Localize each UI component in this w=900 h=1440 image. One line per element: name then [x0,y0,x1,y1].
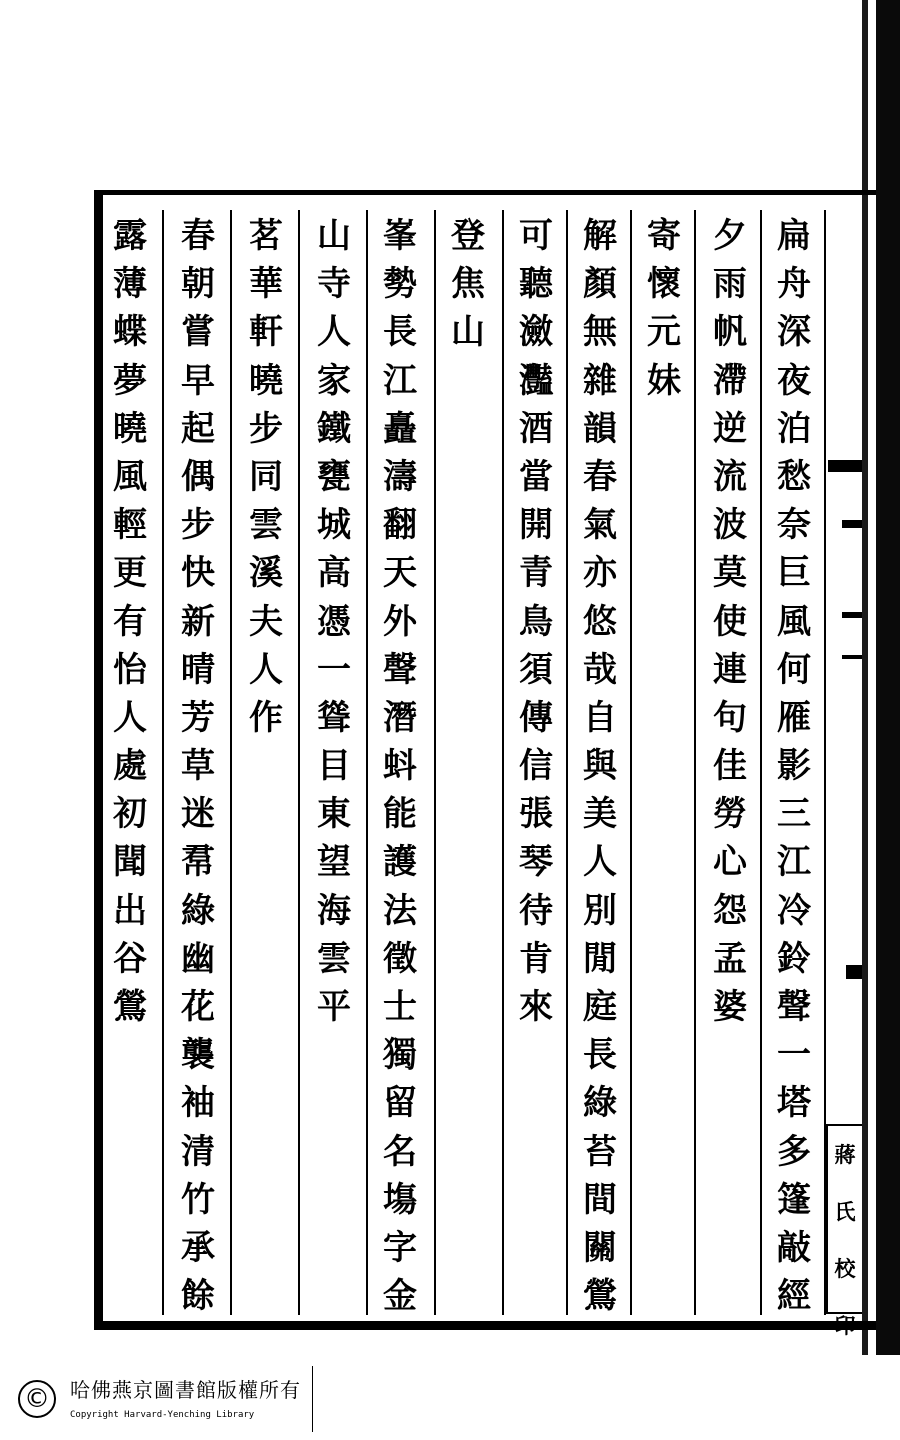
seal-character: 印 [834,1313,856,1338]
character: 偶 [181,456,215,497]
character: 蚪 [383,746,417,787]
character: 顏 [583,264,617,305]
character: 關 [583,1227,617,1268]
character: 早 [181,360,215,401]
character: 莫 [713,553,747,594]
character: 可 [519,216,553,256]
character: 憑 [317,601,351,642]
character: 快 [181,553,215,594]
character: 春 [181,216,215,256]
character: 雜 [583,360,617,401]
character: 灩 [519,360,553,401]
character: 潛 [383,697,417,738]
character: 篷 [777,1179,811,1220]
character: 步 [181,505,215,546]
character: 與 [583,746,617,787]
character: 平 [317,987,351,1027]
character: 翻 [383,505,417,546]
character: 逆 [713,408,747,449]
character: 寺 [317,264,351,305]
character: 矗 [383,408,417,449]
character: 勞 [713,794,747,835]
character: 夕 [713,216,747,256]
character: 名 [383,1131,417,1172]
character: 谷 [113,938,147,979]
character: 家 [317,360,351,401]
character: 三 [777,794,811,835]
character: 波 [713,505,747,546]
character: 閒 [583,938,617,979]
character: 帬 [181,842,215,883]
character: 露 [113,216,147,256]
character: 亦 [583,553,617,594]
character: 句 [713,697,747,738]
character: 更 [113,553,147,594]
character: 雲 [317,938,351,979]
character: 婆 [713,987,747,1027]
text-column [372,212,428,1320]
character: 深 [777,312,811,353]
character: 山 [451,312,485,353]
character: 滯 [713,360,747,401]
character: 冷 [777,890,811,931]
character: 經 [777,1276,811,1317]
character: 留 [383,1083,417,1124]
character: 傳 [519,697,553,738]
character: 庭 [583,987,617,1027]
character: 曉 [113,408,147,449]
character: 字 [383,1227,417,1268]
copyright-chinese: 哈佛燕京圖書館版權所有 [70,1378,301,1402]
text-column [572,212,628,1320]
character: 芳 [181,697,215,738]
character: 奈 [777,505,811,546]
character: 薄 [113,264,147,305]
character: 草 [181,746,215,787]
text-column [508,212,564,1031]
character: 夢 [113,360,147,401]
character: 茗 [249,216,283,256]
character: 東 [317,794,351,835]
character: 韻 [583,408,617,449]
character: 袖 [181,1083,215,1124]
character: 人 [317,312,351,353]
character: 步 [249,408,283,449]
seal-character: 蔣 [834,1142,856,1167]
column-rule [566,210,568,1315]
column-rule [760,210,762,1315]
character: 風 [777,601,811,642]
character: 信 [519,746,553,787]
character: 濤 [383,456,417,497]
character: 溪 [249,553,283,594]
character: 聳 [317,697,351,738]
character: 自 [583,697,617,738]
text-column [766,212,822,1320]
character: 人 [249,649,283,690]
character: 鐵 [317,408,351,449]
character: 氣 [583,505,617,546]
character: 寄 [647,216,681,256]
character: 夜 [777,360,811,401]
character: 處 [113,746,147,787]
character: 何 [777,649,811,690]
text-column [306,212,362,1031]
character: 初 [113,794,147,835]
character: 起 [181,408,215,449]
text-column [102,212,158,1031]
copyright-icon: © [18,1380,56,1418]
character: 聲 [777,987,811,1027]
character: 人 [583,842,617,883]
copyright-footer [8,1366,313,1432]
character: 一 [317,649,351,690]
character: 愁 [777,456,811,497]
character: 嘗 [181,312,215,353]
character: 晴 [181,649,215,690]
character: 曉 [249,360,283,401]
character: 登 [451,216,485,256]
character: 甕 [317,456,351,497]
character: 獨 [383,1035,417,1076]
character: 肯 [519,938,553,979]
character: 鈴 [777,938,811,979]
page-binding-notch [858,1355,900,1440]
character: 懷 [647,264,681,305]
character: 峯 [383,216,417,256]
character: 山 [317,216,351,256]
character: 一 [777,1035,811,1076]
column-rule [502,210,504,1315]
character: 哉 [583,649,617,690]
character: 焦 [451,264,485,305]
character: 琴 [519,842,553,883]
copyright-english: Copyright Harvard-Yenching Library [70,1410,255,1420]
character: 影 [777,746,811,787]
character: 軒 [249,312,283,353]
character: 綠 [181,890,215,931]
text-column [170,212,226,1320]
column-rule [630,210,632,1315]
character: 別 [583,890,617,931]
character: 聽 [519,264,553,305]
character: 目 [317,746,351,787]
character: 餘 [181,1276,215,1317]
character: 鶯 [583,1276,617,1317]
seal-character: 氏 [834,1199,856,1224]
character: 高 [317,553,351,594]
column-rule [434,210,436,1315]
character: 士 [383,987,417,1027]
character: 敲 [777,1227,811,1268]
character: 帆 [713,312,747,353]
character: 扁 [777,216,811,256]
character: 蝶 [113,312,147,353]
character: 法 [383,890,417,931]
character: 新 [181,601,215,642]
character: 能 [383,794,417,835]
column-rule [230,210,232,1315]
margin-mark [842,520,862,528]
character: 使 [713,601,747,642]
margin-mark [842,612,862,618]
margin-mark [842,655,862,659]
character: 連 [713,649,747,690]
character: 佳 [713,746,747,787]
column-rule [366,210,368,1315]
column-rule [162,210,164,1315]
character: 勢 [383,264,417,305]
character: 華 [249,264,283,305]
character: 江 [777,842,811,883]
character: 同 [249,456,283,497]
text-column [702,212,758,1031]
character: 有 [113,601,147,642]
character: 須 [519,649,553,690]
character: 人 [113,697,147,738]
character: 巨 [777,553,811,594]
character: 春 [583,456,617,497]
collector-seal [826,1124,862,1338]
character: 聞 [113,842,147,883]
character: 鶯 [113,987,147,1027]
character: 海 [317,890,351,931]
character: 夫 [249,601,283,642]
character: 聲 [383,649,417,690]
character: 美 [583,794,617,835]
character: 塔 [777,1083,811,1124]
character: 怡 [113,649,147,690]
character: 妹 [647,360,681,401]
character: 作 [249,697,283,738]
text-column [238,212,294,742]
page-binding-edge [876,0,900,1440]
character: 輕 [113,505,147,546]
character: 待 [519,890,553,931]
character: 酒 [519,408,553,449]
character: 長 [583,1035,617,1076]
character: 外 [383,601,417,642]
margin-mark [846,965,862,979]
character: 出 [113,890,147,931]
character: 鳥 [519,601,553,642]
character: 迷 [181,794,215,835]
character: 徵 [383,938,417,979]
character: 泊 [777,408,811,449]
character: 竹 [181,1179,215,1220]
character: 來 [519,987,553,1027]
character: 流 [713,456,747,497]
character: 雨 [713,264,747,305]
seal-character: 校 [834,1256,856,1281]
text-column [636,212,692,405]
character: 望 [317,842,351,883]
character: 心 [713,842,747,883]
character: 綠 [583,1083,617,1124]
column-rule [694,210,696,1315]
text-column [440,212,496,357]
character: 舟 [777,264,811,305]
character: 元 [647,312,681,353]
character: 瀲 [519,312,553,353]
character: 張 [519,794,553,835]
character: 城 [317,505,351,546]
character: 多 [777,1131,811,1172]
character: 間 [583,1179,617,1220]
character: 雁 [777,697,811,738]
character: 長 [383,312,417,353]
character: 怨 [713,890,747,931]
character: 當 [519,456,553,497]
character: 風 [113,456,147,497]
character: 塲 [383,1179,417,1220]
character: 悠 [583,601,617,642]
character: 無 [583,312,617,353]
character: 開 [519,505,553,546]
character: 金 [383,1276,417,1317]
character: 護 [383,842,417,883]
character: 江 [383,360,417,401]
character: 孟 [713,938,747,979]
character: 朝 [181,264,215,305]
character: 苔 [583,1131,617,1172]
margin-mark [828,460,862,472]
column-rule [298,210,300,1315]
character: 雲 [249,505,283,546]
character: 天 [383,553,417,594]
character: 青 [519,553,553,594]
character: 花 [181,987,215,1027]
character: 襲 [181,1035,215,1076]
character: 幽 [181,938,215,979]
character: 承 [181,1227,215,1268]
character: 解 [583,216,617,256]
character: 清 [181,1131,215,1172]
